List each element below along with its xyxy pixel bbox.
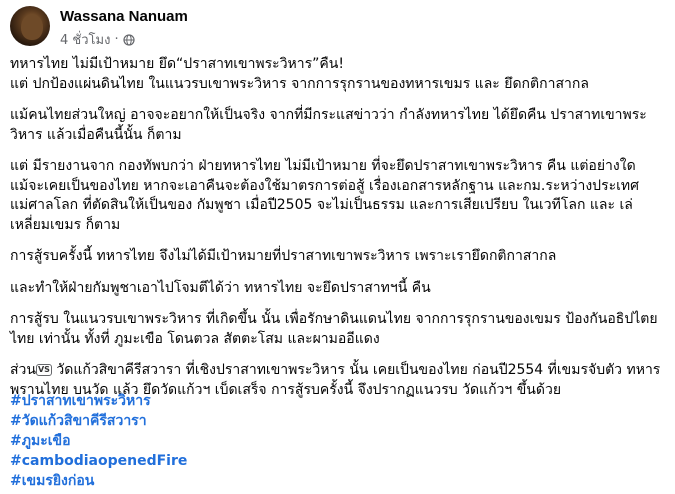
post-body [10, 55, 665, 408]
post-paragraph: แต่ มีรายงานจาก กองทัพบกว่า ฝ่ายทหารไทย ไม่มีเป้าหมาย ที่จะยึดปราสาทเขาพระวิหาร คืน แต่อย่างใด แม้จะเคยเป็นของไทย หากจะเอาคืนจะต้องใช้มาตรการต่อสู้ เรื่องเอกสารหลักฐาน และกม.ระหว่างประเทศ แม่ศาลโลก ที่ตัดสินให้เป็นของ กัมพูชา เมื่อปี2505 จะไม่เป็นธรรม และการเสียเปรียบ ในเวทีโลก และ เล่ เหลี่ยมเขมร ก็ตาม [10, 158, 640, 233]
paragraph-rest: วัดแก้วสิขาคีรีสวารา ที่เชิงปราสาทเขาพระวิหาร นั้น เคยเป็นของไทย ก่อนปี2554 ที่เขมรจับตัว ทหาร พรานไทย บนวัด แล้ว ยึดวัดแก้วฯ เบ็ดเสร็จ การสู้รบครั้งนี้ จึงปรากฏแนวรบ วัดแก้วฯ ขึ้นด้วย [10, 362, 661, 398]
hashtag-link[interactable]: #ปราสาทเขาพระวิหาร [10, 393, 151, 409]
hashtag-link[interactable]: #cambodiaopenedFire [10, 453, 188, 469]
globe-icon[interactable] [123, 34, 135, 46]
hashtag-list [10, 391, 510, 491]
post-paragraph: แม้คนไทยส่วนใหญ่ อาจจะอยากให้เป็นจริง จากที่มีกระแสข่าวว่า กำลังทหารไทย ได้ยึดคืน ปราสาทเขาพระ วิหาร แล้วเมื่อคืนนี้นั้น ก็ตาม [10, 107, 647, 143]
meta-separator: · [114, 32, 119, 47]
paragraph-lead: ส่วน [10, 362, 36, 378]
post-paragraph: และทำให้ฝ่ายกัมพูชาเอาไปโจมตีได้ว่า ทหารไทย จะยึดปราสาทฯนี้ คืน [10, 279, 431, 296]
post-paragraph: การสู้รบครั้งนี้ ทหารไทย จึงไม่ได้มีเป้าหมายที่ปราสาทเขาพระวิหาร เพราะเรายึดกติกาสากล [10, 248, 557, 264]
post-meta [60, 29, 135, 50]
post-paragraph: การสู้รบ ในแนวรบเขาพระวิหาร ที่เกิดขึ้น นั้น เพื่อรักษาดินแดนไทย จากการรุกรานของเขมร ป้องกันอธิปไตย ไทย เท่านั้น ทั้งที่ ภูมะเขือ โดนตวล สัตตะโสม และผามออีแดง [10, 311, 658, 347]
post-paragraph: ทหารไทย ไม่มีเป้าหมาย ยึด“ปราสาทเขาพระวิหาร”คืน! แต่ ปกป้องแผ่นดินไทย ในแนวรบเขาพระวิหาร จากการรุกรานของทหารเขมร และ ยึดกติกาสากล [10, 56, 589, 92]
post-header [10, 6, 650, 50]
vs-emoji-icon: VS [37, 365, 50, 374]
author-avatar[interactable] [10, 6, 50, 46]
post-timestamp[interactable]: 4 ชั่วโมง [60, 33, 111, 48]
hashtag-link[interactable]: #ภูมะเขือ [10, 433, 71, 449]
hashtag-link[interactable]: #วัดแก้วสิขาคีรีสวารา [10, 413, 147, 429]
author-name[interactable]: Wassana Nanuam [60, 8, 188, 25]
hashtag-link[interactable]: #เขมรยิงก่อน [10, 473, 95, 489]
